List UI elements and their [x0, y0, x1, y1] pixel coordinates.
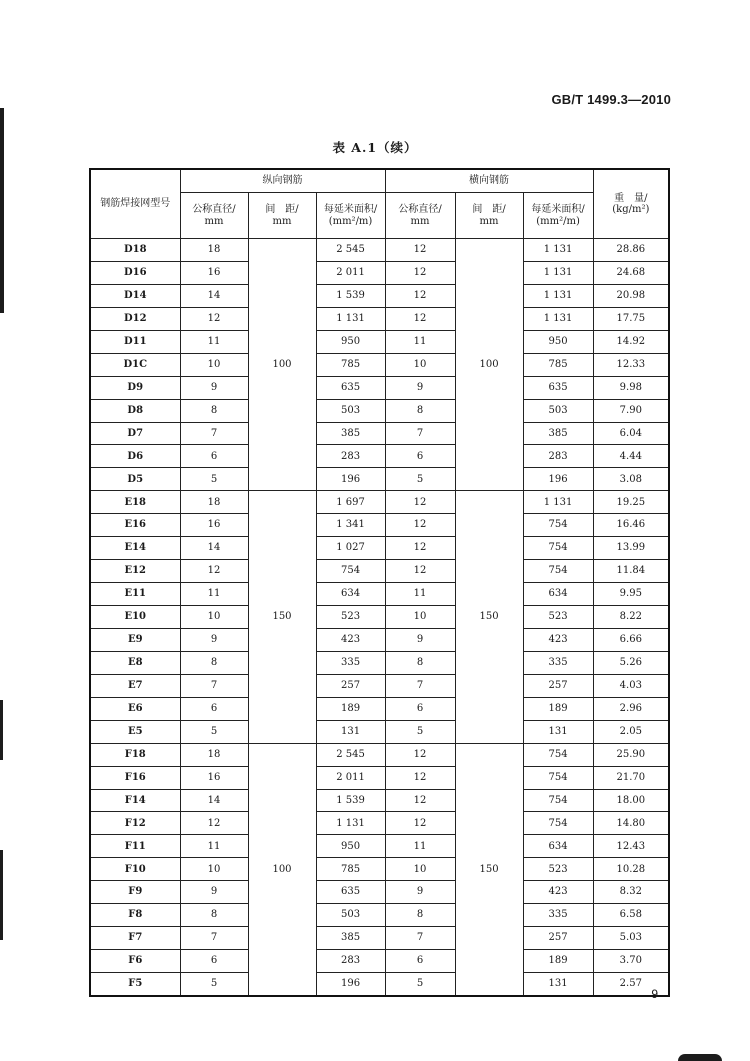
long-area-cell: 131 [316, 720, 385, 743]
spacing-label: 间 距/ [265, 204, 299, 215]
long-diameter-cell: 8 [180, 651, 248, 674]
weight-cell: 6.04 [593, 422, 669, 445]
weight-cell: 14.92 [593, 330, 669, 353]
trans-area-cell: 131 [523, 973, 593, 996]
long-diameter-cell: 7 [180, 927, 248, 950]
header-longitudinal: 纵向钢筋 [180, 169, 385, 193]
weight-cell: 4.44 [593, 445, 669, 468]
long-diameter-cell: 8 [180, 399, 248, 422]
trans-area-cell: 523 [523, 858, 593, 881]
trans-area-cell: 335 [523, 651, 593, 674]
model-cell: D11 [90, 330, 180, 353]
weight-cell: 16.46 [593, 514, 669, 537]
long-area-cell: 950 [316, 835, 385, 858]
long-area-cell: 385 [316, 927, 385, 950]
long-area-cell: 950 [316, 330, 385, 353]
long-diameter-cell: 9 [180, 881, 248, 904]
long-diameter-cell: 14 [180, 284, 248, 307]
table-row [90, 674, 669, 697]
long-area-cell: 2 011 [316, 261, 385, 284]
table-row [90, 422, 669, 445]
long-diameter-cell: 10 [180, 353, 248, 376]
trans-spacing-cell: 150 [455, 491, 523, 743]
long-area-cell: 503 [316, 904, 385, 927]
trans-diameter-cell: 10 [385, 858, 455, 881]
scan-edge-mark [0, 850, 3, 940]
long-diameter-cell: 9 [180, 628, 248, 651]
table-row [90, 881, 669, 904]
model-cell: E5 [90, 720, 180, 743]
weight-cell: 8.32 [593, 881, 669, 904]
spacing-unit: mm [272, 215, 292, 227]
long-area-cell: 1 539 [316, 284, 385, 307]
trans-area-cell: 1 131 [523, 239, 593, 262]
long-diameter-cell: 5 [180, 720, 248, 743]
trans-area-cell: 523 [523, 606, 593, 629]
table-row [90, 560, 669, 583]
long-diameter-cell: 7 [180, 422, 248, 445]
model-cell: E10 [90, 606, 180, 629]
trans-diameter-cell: 7 [385, 422, 455, 445]
trans-area-cell: 1 131 [523, 491, 593, 514]
trans-diameter-cell: 11 [385, 330, 455, 353]
long-diameter-cell: 14 [180, 789, 248, 812]
trans-area-cell: 257 [523, 674, 593, 697]
trans-diameter-cell: 8 [385, 651, 455, 674]
trans-diameter-cell: 12 [385, 284, 455, 307]
model-cell: E12 [90, 560, 180, 583]
model-cell: D9 [90, 376, 180, 399]
trans-area-cell: 1 131 [523, 284, 593, 307]
long-diameter-cell: 12 [180, 812, 248, 835]
long-area-cell: 1 131 [316, 307, 385, 330]
table-row [90, 697, 669, 720]
weight-cell: 20.98 [593, 284, 669, 307]
trans-area-cell: 1 131 [523, 307, 593, 330]
long-area-cell: 785 [316, 353, 385, 376]
header-trans-spacing [455, 193, 523, 239]
weight-cell: 24.68 [593, 261, 669, 284]
model-cell: E18 [90, 491, 180, 514]
long-diameter-cell: 6 [180, 445, 248, 468]
trans-area-cell: 189 [523, 697, 593, 720]
trans-area-cell: 257 [523, 927, 593, 950]
trans-spacing-cell: 100 [455, 239, 523, 491]
weight-cell: 14.80 [593, 812, 669, 835]
table-row [90, 399, 669, 422]
weight-cell: 12.33 [593, 353, 669, 376]
trans-diameter-cell: 12 [385, 514, 455, 537]
long-diameter-cell: 11 [180, 583, 248, 606]
long-area-cell: 754 [316, 560, 385, 583]
long-area-cell: 635 [316, 881, 385, 904]
diameter-unit: mm [204, 215, 224, 227]
table-title: 表 A.1（续） [332, 140, 418, 155]
model-cell: F5 [90, 973, 180, 996]
table-row [90, 904, 669, 927]
scan-edge-mark [0, 700, 3, 760]
trans-diameter-cell: 12 [385, 307, 455, 330]
model-cell: D6 [90, 445, 180, 468]
long-area-cell: 503 [316, 399, 385, 422]
trans-area-cell: 503 [523, 399, 593, 422]
table-row [90, 812, 669, 835]
area-unit: (mm²/m) [536, 215, 580, 227]
header-weight [593, 169, 669, 239]
area-label: 每延米面积/ [323, 204, 378, 215]
table-row [90, 583, 669, 606]
table-row [90, 239, 669, 262]
trans-area-cell: 785 [523, 353, 593, 376]
weight-cell: 5.03 [593, 927, 669, 950]
table-row [90, 927, 669, 950]
weight-cell: 19.25 [593, 491, 669, 514]
weight-cell: 21.70 [593, 766, 669, 789]
model-cell: F8 [90, 904, 180, 927]
standard-code: GB/T 1499.3—2010 [551, 92, 671, 107]
weight-cell: 10.28 [593, 858, 669, 881]
trans-area-cell: 423 [523, 628, 593, 651]
model-cell: F6 [90, 950, 180, 973]
scan-edge-mark [0, 108, 4, 313]
table-row [90, 606, 669, 629]
model-cell: D12 [90, 307, 180, 330]
long-area-cell: 1 341 [316, 514, 385, 537]
long-area-cell: 1 697 [316, 491, 385, 514]
long-spacing-cell: 150 [248, 491, 316, 743]
model-cell: E8 [90, 651, 180, 674]
trans-diameter-cell: 12 [385, 789, 455, 812]
long-diameter-cell: 9 [180, 376, 248, 399]
trans-diameter-cell: 6 [385, 697, 455, 720]
long-spacing-cell: 100 [248, 743, 316, 996]
long-diameter-cell: 8 [180, 904, 248, 927]
long-area-cell: 283 [316, 950, 385, 973]
trans-diameter-cell: 12 [385, 537, 455, 560]
long-area-cell: 189 [316, 697, 385, 720]
model-cell: E7 [90, 674, 180, 697]
table-row [90, 353, 669, 376]
model-cell: E9 [90, 628, 180, 651]
trans-diameter-cell: 7 [385, 674, 455, 697]
page-number: 9 [651, 987, 658, 1001]
trans-area-cell: 423 [523, 881, 593, 904]
scan-corner-mark [678, 1054, 722, 1061]
table-body [90, 239, 669, 996]
trans-area-cell: 754 [523, 812, 593, 835]
trans-diameter-cell: 12 [385, 560, 455, 583]
long-diameter-cell: 7 [180, 674, 248, 697]
model-cell: D16 [90, 261, 180, 284]
table-row [90, 307, 669, 330]
trans-diameter-cell: 12 [385, 261, 455, 284]
weight-cell: 2.05 [593, 720, 669, 743]
long-area-cell: 196 [316, 468, 385, 491]
trans-area-cell: 189 [523, 950, 593, 973]
model-cell: D7 [90, 422, 180, 445]
long-diameter-cell: 18 [180, 239, 248, 262]
trans-area-cell: 754 [523, 537, 593, 560]
trans-diameter-cell: 11 [385, 583, 455, 606]
model-cell: D14 [90, 284, 180, 307]
weight-cell: 9.95 [593, 583, 669, 606]
table-row [90, 651, 669, 674]
table-row [90, 950, 669, 973]
long-area-cell: 257 [316, 674, 385, 697]
trans-diameter-cell: 12 [385, 743, 455, 766]
trans-area-cell: 1 131 [523, 261, 593, 284]
weight-cell: 4.03 [593, 674, 669, 697]
table-row [90, 284, 669, 307]
model-cell: F10 [90, 858, 180, 881]
model-cell: F12 [90, 812, 180, 835]
trans-area-cell: 754 [523, 789, 593, 812]
model-cell: F7 [90, 927, 180, 950]
weight-cell: 3.70 [593, 950, 669, 973]
header-long-area [316, 193, 385, 239]
weight-cell: 28.86 [593, 239, 669, 262]
trans-area-cell: 196 [523, 468, 593, 491]
weight-unit: (kg/m²) [612, 204, 650, 215]
table-row [90, 330, 669, 353]
table-row [90, 261, 669, 284]
trans-diameter-cell: 6 [385, 950, 455, 973]
long-diameter-cell: 12 [180, 307, 248, 330]
model-cell: E6 [90, 697, 180, 720]
long-diameter-cell: 16 [180, 766, 248, 789]
header-trans-area [523, 193, 593, 239]
trans-area-cell: 754 [523, 766, 593, 789]
trans-diameter-cell: 12 [385, 812, 455, 835]
model-cell: E14 [90, 537, 180, 560]
long-area-cell: 634 [316, 583, 385, 606]
table-row [90, 789, 669, 812]
table-row [90, 445, 669, 468]
long-diameter-cell: 14 [180, 537, 248, 560]
weight-cell: 12.43 [593, 835, 669, 858]
long-diameter-cell: 5 [180, 973, 248, 996]
weight-cell: 2.96 [593, 697, 669, 720]
trans-area-cell: 283 [523, 445, 593, 468]
long-area-cell: 2 545 [316, 239, 385, 262]
long-diameter-cell: 18 [180, 743, 248, 766]
long-area-cell: 1 539 [316, 789, 385, 812]
diameter-unit: mm [410, 215, 430, 227]
trans-area-cell: 635 [523, 376, 593, 399]
trans-diameter-cell: 5 [385, 468, 455, 491]
header-model: 钢筋焊接网型号 [90, 169, 180, 239]
trans-diameter-cell: 5 [385, 973, 455, 996]
table-row [90, 376, 669, 399]
model-cell: E16 [90, 514, 180, 537]
long-diameter-cell: 11 [180, 330, 248, 353]
header-long-diameter [180, 193, 248, 239]
weight-cell: 6.66 [593, 628, 669, 651]
weight-cell: 3.08 [593, 468, 669, 491]
trans-diameter-cell: 12 [385, 239, 455, 262]
area-label: 每延米面积/ [531, 204, 585, 215]
long-diameter-cell: 16 [180, 514, 248, 537]
trans-area-cell: 754 [523, 743, 593, 766]
trans-area-cell: 754 [523, 514, 593, 537]
trans-area-cell: 950 [523, 330, 593, 353]
trans-area-cell: 634 [523, 835, 593, 858]
trans-area-cell: 131 [523, 720, 593, 743]
diameter-label: 公称直径/ [192, 204, 236, 215]
long-area-cell: 385 [316, 422, 385, 445]
trans-diameter-cell: 8 [385, 904, 455, 927]
trans-spacing-cell: 150 [455, 743, 523, 996]
trans-diameter-cell: 12 [385, 491, 455, 514]
long-diameter-cell: 18 [180, 491, 248, 514]
mesh-spec-table [89, 168, 670, 997]
trans-diameter-cell: 11 [385, 835, 455, 858]
long-area-cell: 523 [316, 606, 385, 629]
table-row [90, 858, 669, 881]
trans-area-cell: 754 [523, 560, 593, 583]
table-row [90, 835, 669, 858]
model-cell: F9 [90, 881, 180, 904]
model-cell: F14 [90, 789, 180, 812]
long-diameter-cell: 16 [180, 261, 248, 284]
trans-diameter-cell: 9 [385, 628, 455, 651]
header-long-spacing [248, 193, 316, 239]
spacing-unit: mm [479, 215, 499, 227]
long-area-cell: 196 [316, 973, 385, 996]
header-transverse: 横向钢筋 [385, 169, 593, 193]
long-diameter-cell: 12 [180, 560, 248, 583]
long-spacing-cell: 100 [248, 239, 316, 491]
table-row [90, 537, 669, 560]
spacing-label: 间 距/ [472, 204, 506, 215]
model-cell: D5 [90, 468, 180, 491]
header-trans-diameter [385, 193, 455, 239]
model-cell: D18 [90, 239, 180, 262]
weight-cell: 13.99 [593, 537, 669, 560]
long-area-cell: 1 027 [316, 537, 385, 560]
trans-diameter-cell: 9 [385, 881, 455, 904]
long-diameter-cell: 5 [180, 468, 248, 491]
trans-area-cell: 634 [523, 583, 593, 606]
table-row [90, 468, 669, 491]
long-diameter-cell: 10 [180, 606, 248, 629]
long-area-cell: 2 545 [316, 743, 385, 766]
weight-label: 重 量/ [614, 192, 648, 204]
trans-area-cell: 335 [523, 904, 593, 927]
weight-cell: 17.75 [593, 307, 669, 330]
trans-diameter-cell: 10 [385, 353, 455, 376]
diameter-label: 公称直径/ [398, 204, 442, 215]
weight-cell: 25.90 [593, 743, 669, 766]
weight-cell: 7.90 [593, 399, 669, 422]
long-area-cell: 635 [316, 376, 385, 399]
weight-cell: 2.57 [593, 973, 669, 996]
table-row [90, 628, 669, 651]
table-row [90, 491, 669, 514]
long-area-cell: 335 [316, 651, 385, 674]
trans-diameter-cell: 10 [385, 606, 455, 629]
long-area-cell: 2 011 [316, 766, 385, 789]
long-area-cell: 785 [316, 858, 385, 881]
trans-diameter-cell: 7 [385, 927, 455, 950]
weight-cell: 11.84 [593, 560, 669, 583]
weight-cell: 6.58 [593, 904, 669, 927]
trans-diameter-cell: 9 [385, 376, 455, 399]
model-cell: F18 [90, 743, 180, 766]
table-row [90, 720, 669, 743]
long-area-cell: 283 [316, 445, 385, 468]
table-row [90, 743, 669, 766]
model-cell: F16 [90, 766, 180, 789]
trans-diameter-cell: 5 [385, 720, 455, 743]
table-row [90, 766, 669, 789]
model-cell: F11 [90, 835, 180, 858]
trans-diameter-cell: 6 [385, 445, 455, 468]
area-unit: (mm²/m) [328, 215, 373, 227]
long-diameter-cell: 6 [180, 950, 248, 973]
long-diameter-cell: 6 [180, 697, 248, 720]
weight-cell: 9.98 [593, 376, 669, 399]
model-cell: D8 [90, 399, 180, 422]
model-cell: D1C [90, 353, 180, 376]
long-diameter-cell: 11 [180, 835, 248, 858]
model-cell: E11 [90, 583, 180, 606]
long-area-cell: 423 [316, 628, 385, 651]
long-area-cell: 1 131 [316, 812, 385, 835]
weight-cell: 18.00 [593, 789, 669, 812]
trans-diameter-cell: 8 [385, 399, 455, 422]
table-row [90, 514, 669, 537]
trans-area-cell: 385 [523, 422, 593, 445]
weight-cell: 5.26 [593, 651, 669, 674]
trans-diameter-cell: 12 [385, 766, 455, 789]
weight-cell: 8.22 [593, 606, 669, 629]
table-row [90, 973, 669, 996]
long-diameter-cell: 10 [180, 858, 248, 881]
